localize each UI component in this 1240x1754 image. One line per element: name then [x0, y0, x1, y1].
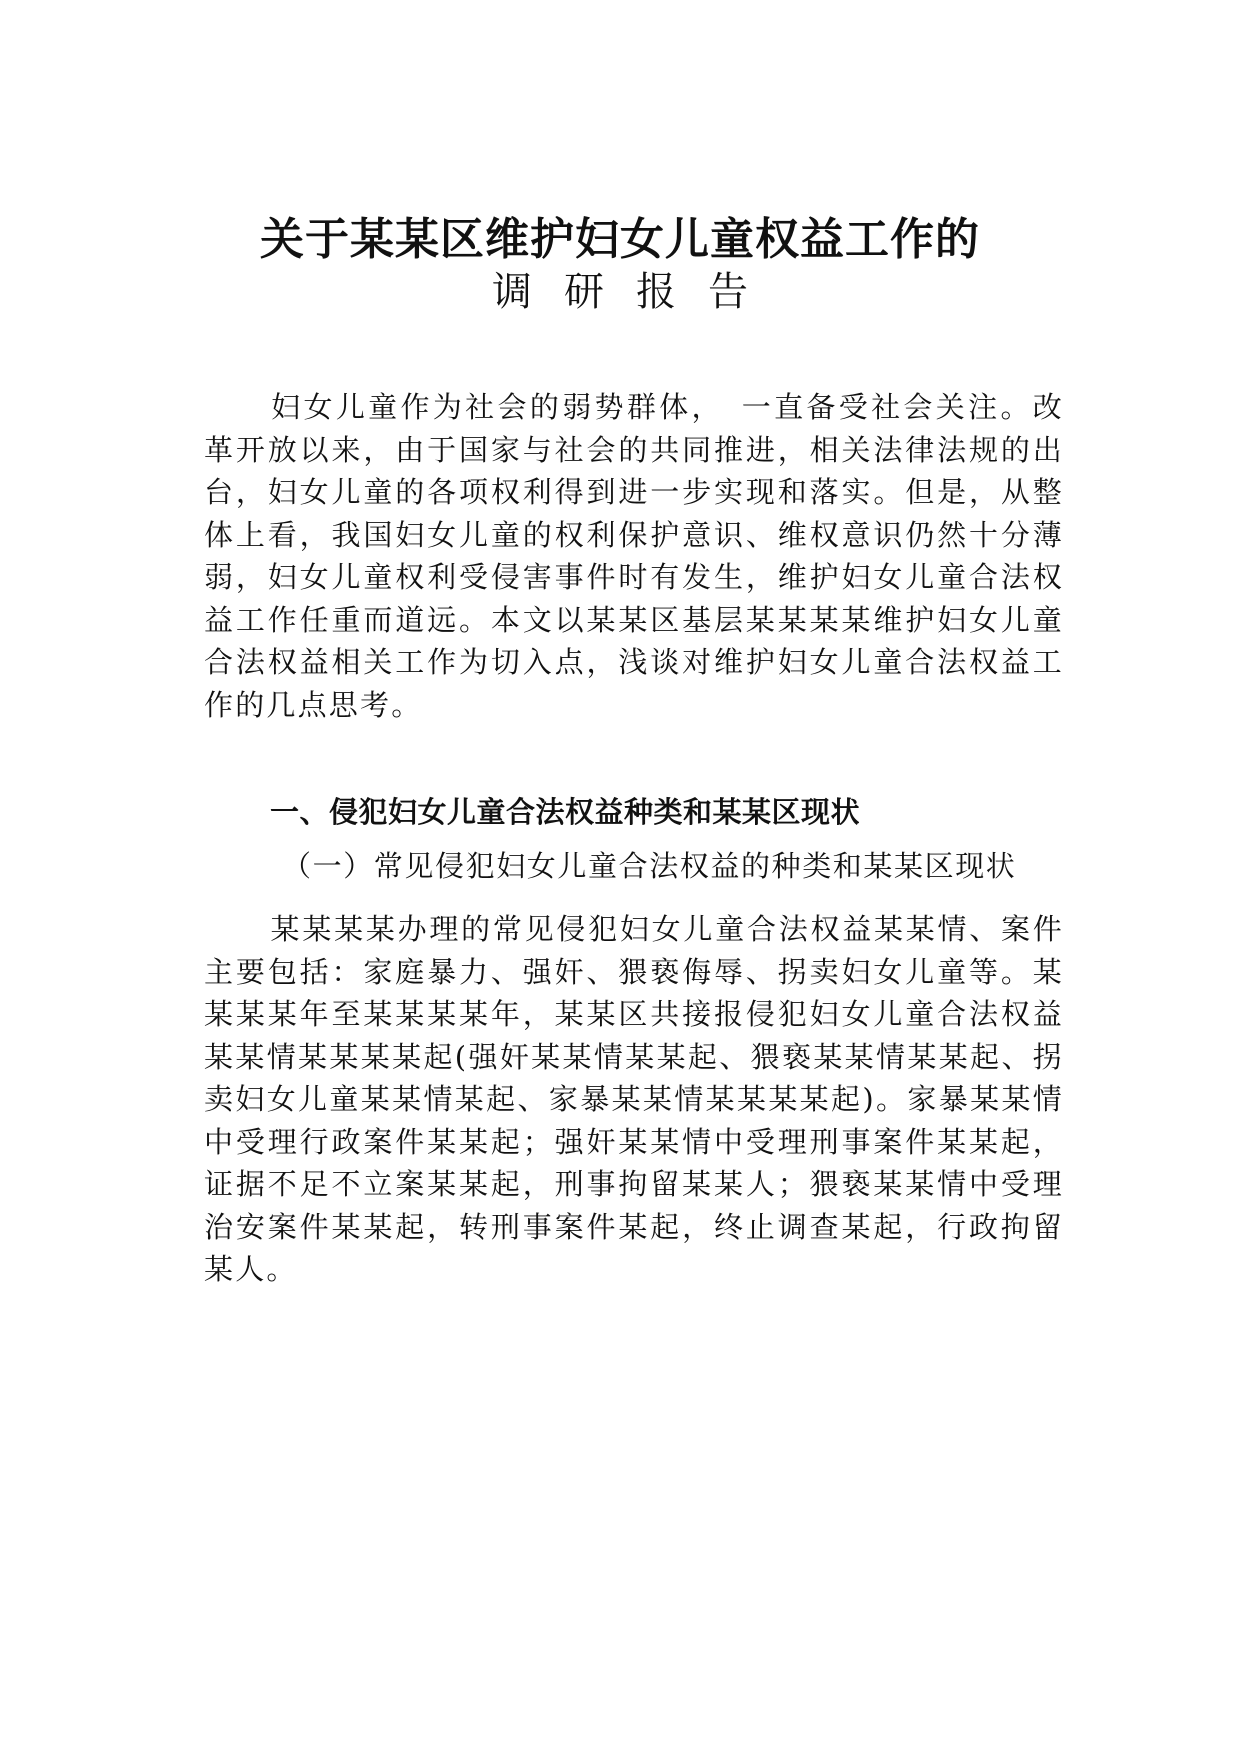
body-paragraph-text: 某某某某办理的常见侵犯妇女儿童合法权益某某情、案件主要包括：家庭暴力、强奸、猥亵侮辱、拐卖妇女儿童等。某某某某年至某某某某年，某某区共接报侵犯妇女儿童合法权益某某情某某某某起(强奸某某情某某起、猥亵某某情某某起、拐卖妇女儿童某某情某起、家暴某某情某某某某起)。家暴某某情中受理行政案件某某起；强奸某某情中受理刑事案件某某起，证据不足不立案某某起，刑事拘留某某人；猥亵某某情中受理治安案件某某起，转刑事案件某起，终止调查某起，行政拘留某人。 — [204, 912, 1064, 1286]
document-title: 关于某某区维护妇女儿童权益工作的 — [260, 214, 980, 265]
intro-paragraph — [204, 386, 1064, 726]
body-paragraph — [204, 908, 1064, 1291]
subsection-heading: （一）常见侵犯妇女儿童合法权益的种类和某某区现状 — [282, 849, 1017, 883]
intro-paragraph-text: 妇女儿童作为社会的弱势群体， 一直备受社会关注。改革开放以来，由于国家与社会的共同推进，相关法律法规的出台，妇女儿童的各项权利得到进一步实现和落实。但是，从整体上看，我国妇女儿童的权利保护意识、维权意识仍然十分薄弱，妇女儿童权利受侵害事件时有发生，维护妇女儿童合法权益工作任重而道远。本文以某某区基层某某某某维护妇女儿童合法权益相关工作为切入点，浅谈对维护妇女儿童合法权益工作的几点思考。 — [204, 390, 1064, 722]
document-subtitle: 调研报告 — [492, 269, 780, 315]
section-heading: 一、侵犯妇女儿童合法权益种类和某某区现状 — [270, 795, 861, 829]
